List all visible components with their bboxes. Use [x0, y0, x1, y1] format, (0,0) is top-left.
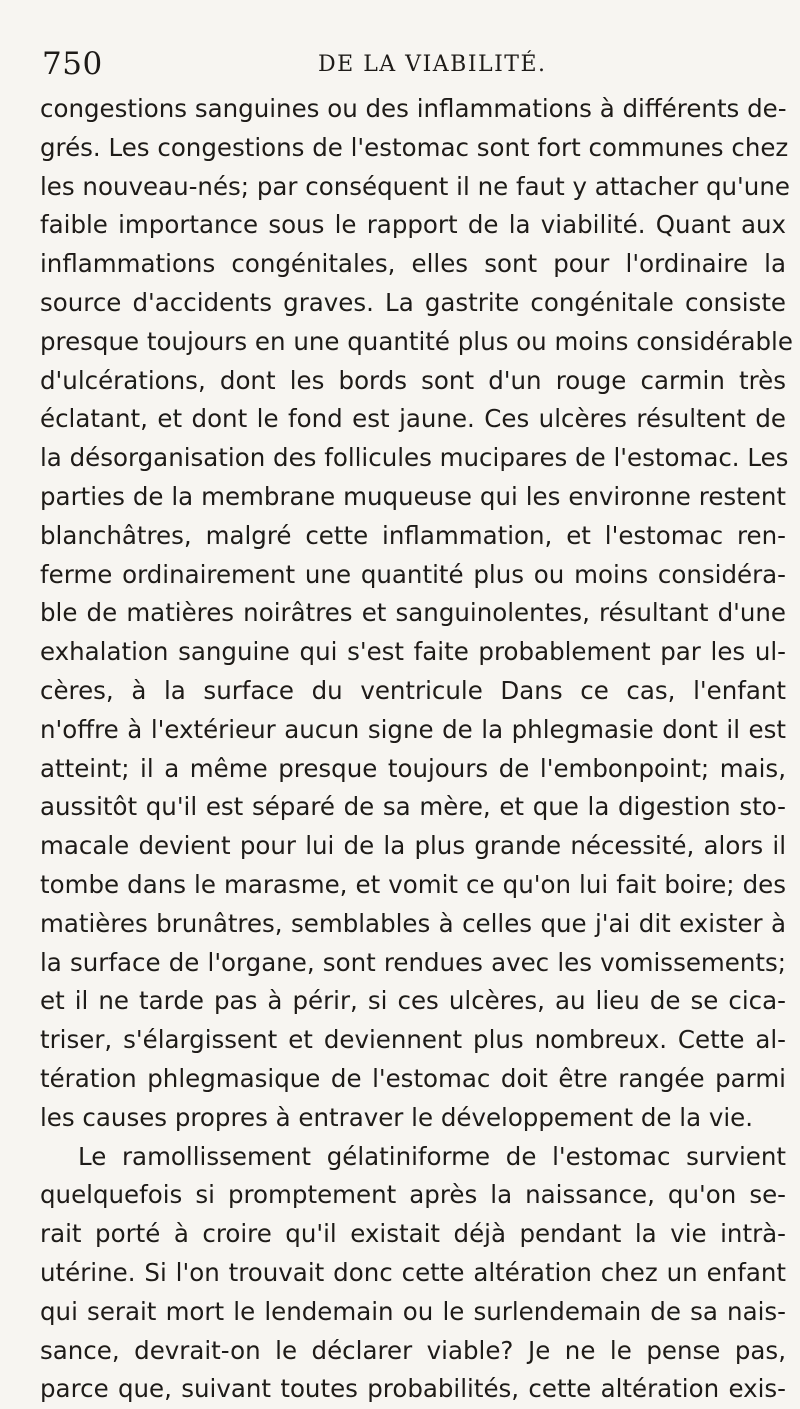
text-line: la désorganisation des follicules mucipares de l'estomac. Les	[40, 443, 789, 473]
text-line: macale devient pour lui de la plus grande nécessité, alors il	[40, 831, 786, 861]
text-line: ble de matières noirâtres et sanguinolentes, résultant d'une	[40, 598, 786, 628]
text-line: ferme ordinairement une quantité plus ou moins considéra-	[40, 559, 786, 589]
text-line: la surface de l'organe, sont rendues avec les vomissements;	[40, 947, 786, 977]
text-line: tération phlegmasique de l'estomac doit être rangée parmi	[40, 1063, 786, 1093]
paragraph-last-line: les causes propres à entraver le développement de la vie.	[40, 1102, 754, 1132]
text-line: n'offre à l'extérieur aucun signe de la phlegmasie dont il est	[40, 714, 786, 744]
paragraph-first-line: Le ramollissement gélatiniforme de l'estomac survient	[78, 1141, 786, 1171]
text-line: qui serait mort le lendemain ou le surlendemain de sa nais-	[40, 1296, 786, 1326]
text-line: aussitôt qu'il est séparé de sa mère, et que la digestion sto-	[40, 792, 786, 822]
running-head	[40, 46, 786, 82]
text-line: les nouveau-nés; par conséquent il ne faut y attacher qu'une	[40, 171, 790, 201]
text-line: éclatant, et dont le fond est jaune. Ces ulcères résultent de	[40, 404, 786, 434]
text-line: faible importance sous le rapport de la viabilité. Quant aux	[40, 210, 786, 240]
text-line: tombe dans le marasme, et vomit ce qu'on lui fait boire; des	[40, 869, 786, 899]
body-text	[40, 90, 793, 1409]
text-line: rait porté à croire qu'il existait déjà pendant la vie intrà-	[40, 1219, 786, 1249]
text-line: atteint; il a même presque toujours de l'embonpoint; mais,	[40, 753, 786, 783]
running-title: DE LA VIABILITÉ.	[318, 52, 547, 77]
page-number: 750	[42, 46, 103, 82]
text-line: et il ne tarde pas à périr, si ces ulcères, au lieu de se cica-	[40, 986, 786, 1016]
text-line: grés. Les congestions de l'estomac sont fort communes chez	[40, 132, 789, 162]
text-line: parties de la membrane muqueuse qui les environne restent	[40, 481, 786, 511]
text-line: parce que, suivant toutes probabilités, cette altération exis-	[40, 1374, 786, 1404]
text-line: utérine. Si l'on trouvait donc cette altération chez un enfant	[40, 1257, 786, 1287]
text-line: matières brunâtres, semblables à celles que j'ai dit exister à	[40, 908, 786, 938]
text-line: inflammations congénitales, elles sont pour l'ordinaire la	[40, 249, 786, 279]
text-line: sance, devrait-on le déclarer viable? Je ne le pense pas,	[40, 1335, 786, 1365]
text-line: cères, à la surface du ventricule Dans ce cas, l'enfant	[40, 675, 786, 705]
text-line: presque toujours en une quantité plus ou moins considérable	[40, 326, 793, 356]
text-line: exhalation sanguine qui s'est faite probablement par les ul-	[40, 637, 786, 667]
text-line: quelquefois si promptement après la naissance, qu'on se-	[40, 1180, 786, 1210]
text-line: d'ulcérations, dont les bords sont d'un rouge carmin très	[40, 365, 786, 395]
text-line: congestions sanguines ou des inflammations à différents de-	[40, 94, 787, 123]
text-line: source d'accidents graves. La gastrite congénitale consiste	[40, 287, 786, 317]
text-line: triser, s'élargissent et deviennent plus nombreux. Cette al-	[40, 1025, 786, 1055]
text-line: blanchâtres, malgré cette inflammation, et l'estomac ren-	[40, 520, 786, 550]
